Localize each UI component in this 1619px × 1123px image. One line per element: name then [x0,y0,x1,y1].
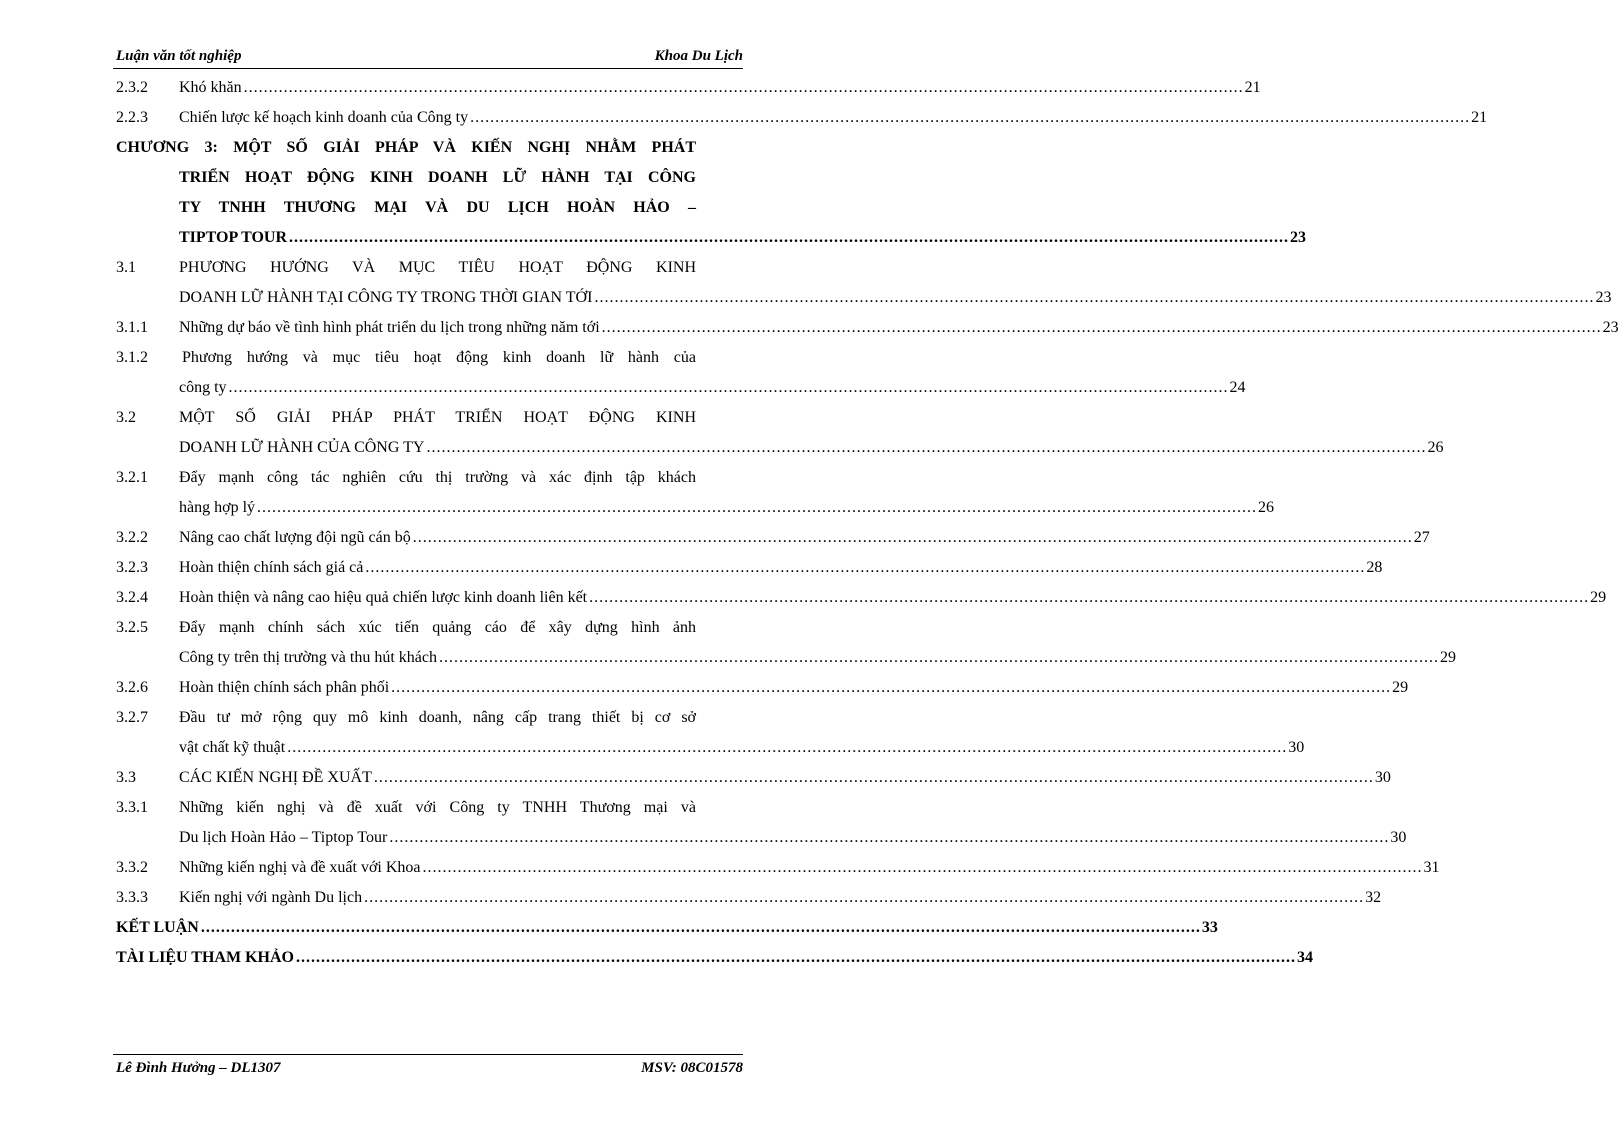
toc-entry-3-2-7[interactable] [116,703,1305,763]
toc-title-line: CHƯƠNG 3: MỘT SỐ GIẢI PHÁP VÀ KIẾN NGHỊ NHẰM PHÁT [116,139,696,156]
page-footer [116,1058,743,1078]
toc-title: CÁC KIẾN NGHỊ ĐỀ XUẤT [179,769,372,786]
toc-leader: ........................................................................................................................................................................................................ [594,289,1595,306]
toc-leader: ........................................................................................................................................................................................................ [589,589,1590,606]
toc-leader: ........................................................................................................................................................................................................ [257,499,1258,516]
toc-page: 30 [1390,829,1407,846]
toc-page: 23 [1290,229,1307,246]
toc-number: 3.2 [116,409,136,426]
toc-leader: ........................................................................................................................................................................................................ [601,319,1602,336]
toc-title: Những dự báo về tình hình phát triển du lịch trong những năm tới [179,319,600,336]
toc-entry-3-1[interactable] [116,253,1612,313]
toc-leader: ........................................................................................................................................................................................................ [243,79,1244,96]
toc-title: TIPTOP TOUR [179,229,288,246]
toc-leader: ........................................................................................................................................................................................................ [438,649,1439,666]
toc-page: 26 [1427,439,1444,456]
toc-page: 21 [1244,79,1261,96]
toc-title-line: Những kiến nghị và đề xuất với Công ty TNHH Thương mại và [179,799,696,816]
toc-title: Chiến lược kế hoạch kinh doanh của Công ty [179,109,469,126]
toc-page: 33 [1201,919,1218,936]
toc-entry-3-3-1[interactable] [116,793,1407,853]
toc-title: Hoàn thiện và nâng cao hiệu quả chiến lược kinh doanh liên kết [179,589,588,606]
toc-leader: ........................................................................................................................................................................................................ [365,559,1366,576]
toc-entry-chapter-3[interactable] [116,133,1307,253]
toc-leader: ........................................................................................................................................................................................................ [412,529,1413,546]
toc-title: hàng hợp lý [179,499,256,516]
toc-number: 3.2.4 [116,589,148,606]
toc-title: DOANH LỮ HÀNH CỦA CÔNG TY [179,439,425,456]
toc-title: Hoàn thiện chính sách giá cả [179,559,364,576]
toc-page: 32 [1365,889,1382,906]
toc-page: 28 [1366,559,1383,576]
toc-entry-3-2-6[interactable] [116,673,1409,703]
toc-title: Du lịch Hoàn Hảo – Tiptop Tour [179,829,388,846]
toc-entry-2-2-3[interactable] [116,103,1488,133]
toc-title: DOANH LỮ HÀNH TẠI CÔNG TY TRONG THỜI GIAN TỚI [179,289,593,306]
toc-leader: ........................................................................................................................................................................................................ [295,949,1296,966]
toc-title: công ty [179,379,227,396]
toc-title: Khó khăn [179,79,242,96]
toc-leader: ........................................................................................................................................................................................................ [391,679,1392,696]
toc-title: Hoàn thiện chính sách phân phối [179,679,390,696]
toc-page: 27 [1413,529,1430,546]
toc-entry-3-2-3[interactable] [116,553,1383,583]
toc-page: 31 [1423,859,1440,876]
toc-entry-3-2-5[interactable] [116,613,1456,673]
toc-page: 23 [1595,289,1612,306]
toc-title-line: MỘT SỐ GIẢI PHÁP PHÁT TRIỂN HOẠT ĐỘNG KINH [179,409,696,426]
toc-page: 34 [1296,949,1313,966]
toc-entry-2-3-2[interactable] [116,73,1261,103]
toc-entry-3-3-2[interactable] [116,853,1440,883]
toc-number: 3.1.2 [116,349,148,366]
header-rule [113,68,743,69]
footer-author: Lê Đình Hưởng – DL1307 [116,1060,281,1076]
toc-title: TÀI LIỆU THAM KHẢO [116,949,294,966]
table-of-contents [116,73,1619,973]
toc-entry-3-2-4[interactable] [116,583,1607,613]
toc-number: 3.3 [116,769,136,786]
toc-entry-3-1-1[interactable] [116,313,1619,343]
toc-title-line: PHƯƠNG HƯỚNG VÀ MỤC TIÊU HOẠT ĐỘNG KINH [179,259,696,276]
toc-number: 3.3.2 [116,859,148,876]
footer-rule [113,1054,743,1055]
toc-title: Những kiến nghị và đề xuất với Khoa [179,859,421,876]
toc-leader: ........................................................................................................................................................................................................ [426,439,1427,456]
toc-number: 3.2.6 [116,679,148,696]
toc-title: Kiến nghị với ngành Du lịch [179,889,363,906]
toc-leader: ........................................................................................................................................................................................................ [470,109,1471,126]
toc-page: 29 [1392,679,1409,696]
toc-leader: ........................................................................................................................................................................................................ [287,739,1288,756]
toc-leader: ........................................................................................................................................................................................................ [389,829,1390,846]
toc-leader: ........................................................................................................................................................................................................ [422,859,1423,876]
toc-leader: ........................................................................................................................................................................................................ [289,229,1290,246]
toc-page: 26 [1258,499,1275,516]
toc-page: 24 [1229,379,1246,396]
toc-number: 2.2.3 [116,109,148,126]
toc-number: 3.1 [116,259,136,276]
toc-number: 3.1.1 [116,319,148,336]
toc-page: 29 [1590,589,1607,606]
page-header [116,46,743,66]
toc-title-line: Đẩy mạnh chính sách xúc tiến quảng cáo để xây dựng hình ảnh [179,619,696,636]
toc-title: vật chất kỹ thuật [179,739,286,756]
toc-entry-3-3-3[interactable] [116,883,1382,913]
toc-title-line: Đầu tư mở rộng quy mô kinh doanh, nâng cấp trang thiết bị cơ sở [179,709,696,726]
toc-title: KẾT LUẬN [116,919,199,936]
toc-leader: ........................................................................................................................................................................................................ [364,889,1365,906]
toc-entry-3-2-1[interactable] [116,463,1275,523]
toc-number: 3.2.2 [116,529,148,546]
toc-entry-3-2-2[interactable] [116,523,1430,553]
toc-number: 3.3.3 [116,889,148,906]
toc-number: 2.3.2 [116,79,148,96]
toc-page: 21 [1471,109,1488,126]
toc-number: 3.2.5 [116,619,148,636]
toc-leader: ........................................................................................................................................................................................................ [200,919,1201,936]
toc-page: 30 [1374,769,1391,786]
toc-page: 30 [1288,739,1305,756]
toc-number: 3.2.1 [116,469,148,486]
toc-title-line: Phương hướng và mục tiêu hoạt động kinh doanh lữ hành của [182,349,696,366]
footer-student-id: MSV: 08C01578 [641,1060,743,1076]
toc-entry-references[interactable] [116,943,1313,973]
toc-title-line: Đẩy mạnh công tác nghiên cứu thị trường và xác định tập khách [179,469,696,486]
toc-number: 3.2.7 [116,709,148,726]
toc-entry-conclusion[interactable] [116,913,1218,943]
toc-entry-3-2[interactable] [116,403,1444,463]
header-faculty: Khoa Du Lịch [654,48,743,64]
header-thesis-title: Luận văn tốt nghiệp [116,48,242,64]
toc-number: 3.3.1 [116,799,148,816]
toc-page: 23 [1602,319,1619,336]
toc-title: Công ty trên thị trường và thu hút khách [179,649,437,666]
toc-title: Nâng cao chất lượng đội ngũ cán bộ [179,529,411,546]
toc-leader: ........................................................................................................................................................................................................ [228,379,1229,396]
toc-title-line: TRIỂN HOẠT ĐỘNG KINH DOANH LỮ HÀNH TẠI CÔNG [179,169,696,186]
toc-number: 3.2.3 [116,559,148,576]
toc-entry-3-3[interactable] [116,763,1391,793]
toc-page: 29 [1439,649,1456,666]
toc-leader: ........................................................................................................................................................................................................ [373,769,1374,786]
toc-entry-3-1-2[interactable] [116,343,1246,403]
toc-title-line: TY TNHH THƯƠNG MẠI VÀ DU LỊCH HOÀN HẢO – [179,199,696,216]
